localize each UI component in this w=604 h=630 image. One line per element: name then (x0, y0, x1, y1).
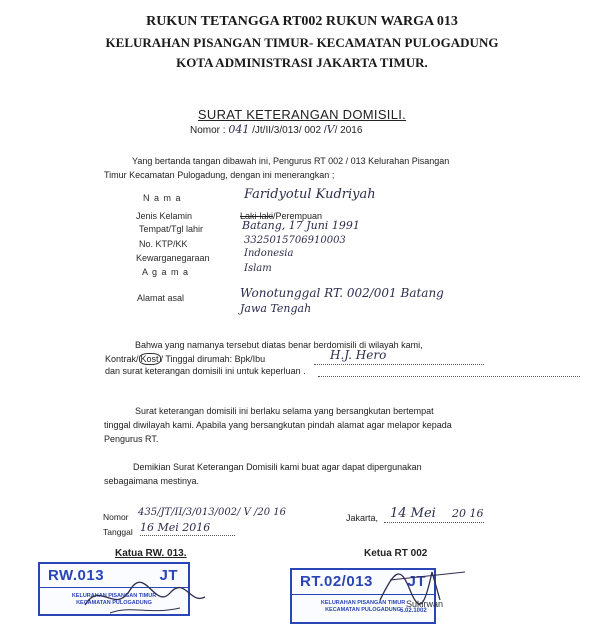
gender-strike: Laki-laki (240, 211, 274, 221)
field-value-alamat-1: Wonotunggal RT. 002/001 Batang (240, 286, 444, 300)
field-label-kewarganegaraan: Kewarganegaraan (136, 253, 210, 263)
rw-nomor-label: Nomor (103, 512, 129, 522)
rw-stamp-code: RW.013 (48, 567, 105, 584)
rt-stamp-code: RT.02/013 (300, 573, 373, 590)
tanggal-value: 16 Mei 2016 (140, 521, 211, 534)
tinggal-label: / Tinggal dirumah: Bpk/Ibu (160, 354, 266, 364)
rt-stamp-extra: 5.02.1002 (400, 608, 427, 614)
field-label-jenis-kelamin: Jenis Kelamin (136, 211, 193, 221)
nomor-num: 041 (228, 123, 250, 136)
field-value-ttl: Batang, 17 Juni 1991 (242, 219, 360, 232)
body3-line-2: sebagaimana mestinya. (104, 476, 200, 486)
nomor-year: / 2016 (334, 125, 363, 136)
document-title-wrap (0, 106, 604, 124)
rw-signature (80, 575, 210, 620)
body2-line-2: tinggal diwilayah kami. Apabila yang bersangkutan pindah alamat agar melapor kepada (104, 420, 452, 430)
keperluan-dotline (318, 376, 580, 377)
rt-stamp-jt: JT (407, 573, 426, 590)
field-label-alamat: Alamat asal (137, 293, 185, 303)
field-label-ktp: No. KTP/KK (139, 239, 188, 249)
body3-line-1: Demikian Surat Keterangan Domisili kami buat agar dapat dipergunakan (133, 462, 422, 472)
field-value-agama: Islam (244, 263, 272, 274)
nomor-mid: /Jt/II/3/013/ 002 / (249, 125, 327, 136)
field-value-nama: Faridyotul Kudriyah (244, 187, 376, 202)
intro-line-1: Yang bertanda tangan dibawah ini, Pengurus RT 002 / 013 Kelurahan Pisangan (132, 156, 450, 166)
tanggal-label: Tanggal (103, 527, 133, 537)
rw-stamp-sub2: KECAMATAN PULOGADUNG (76, 600, 152, 606)
place-date: 14 Mei (390, 506, 436, 521)
header-line-1: RUKUN TETANGGA RT002 RUKUN WARGA 013 (146, 14, 458, 29)
nomor-label: Nomor : (190, 125, 229, 136)
document-title: SURAT KETERANGAN DOMISILI. (197, 107, 407, 122)
body2-line-3: Pengurus RT. (104, 434, 159, 444)
body1-line-2 (105, 354, 265, 364)
header-line-3: KOTA ADMINISTRASI JAKARTA TIMUR. (176, 55, 428, 70)
kost-circled: Kost (140, 354, 159, 364)
body1-line-1: Bahwa yang namanya tersebut diatas benar berdomisili di wilayah kami, (135, 340, 423, 350)
rw-nomor-value: 435/JT/II/3/013/002/ V /20 16 (138, 507, 286, 518)
intro-line-2: Timur Kecamatan Pulogadung, dengan ini menerangkan ; (104, 170, 335, 180)
field-label-ttl: Tempat/Tgl lahir (139, 224, 204, 234)
body2-line-1: Surat keterangan domisili ini berlaku selama yang bersangkutan bertempat (135, 406, 434, 416)
rw-stamp-sub1: KELURAHAN PISANGAN TIMUR (71, 593, 157, 599)
rw-title: Katua RW. 013. (115, 548, 187, 559)
rt-stamp-sub2: KECAMATAN PULOGADUNG (325, 607, 401, 613)
field-label-agama: A g a m a (142, 267, 190, 277)
rt-stamp-sub1: KELURAHAN PISANGAN TIMUR (320, 600, 406, 606)
header-line-2: KELURAHAN PISANGAN TIMUR- KECAMATAN PULOGADUNG (105, 35, 499, 50)
body1-line-3: dan surat keterangan domisili ini untuk keperluan . (105, 366, 306, 376)
nomor-month: V (326, 123, 335, 136)
place-year: 20 16 (452, 507, 484, 520)
field-value-ktp: 3325015706910003 (244, 235, 346, 246)
rt-signer-name: Sukirwan (406, 599, 444, 609)
owner-dotline (314, 364, 484, 365)
field-label-nama: N a m a (143, 193, 182, 203)
tanggal-dotline (140, 535, 235, 536)
document-number (190, 123, 362, 136)
field-value-kewarganegaraan: Indonesia (244, 248, 294, 259)
kontrak-label: Kontrak/ (105, 354, 139, 364)
rw-stamp-jt: JT (159, 567, 178, 584)
field-value-alamat-2: Jawa Tengah (240, 302, 312, 315)
rt-title: Ketua RT 002 (364, 548, 428, 559)
owner-name: H.J. Hero (330, 348, 387, 362)
place-label: Jakarta, (346, 513, 379, 523)
gender-value: /Perempuan (273, 211, 323, 221)
date-dotline (384, 522, 484, 523)
